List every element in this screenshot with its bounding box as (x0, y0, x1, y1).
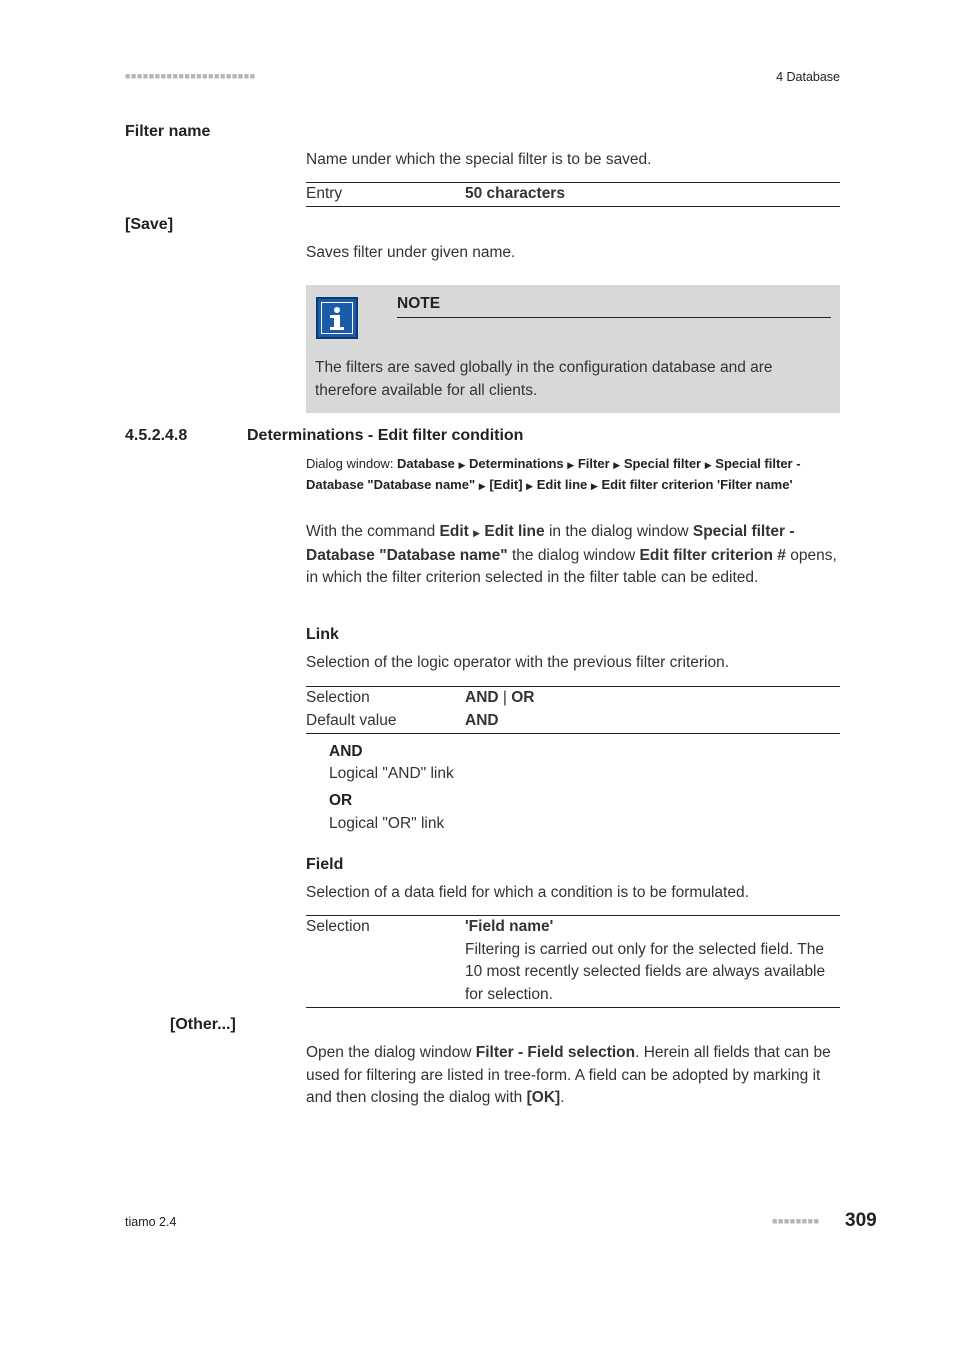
page-number: 309 (845, 1210, 877, 1231)
path-arrow-icon: ▶ (613, 460, 621, 470)
save-heading: [Save] (125, 216, 174, 233)
table-row (306, 687, 840, 710)
other-heading: [Other...] (170, 1016, 236, 1033)
link-description: Selection of the logic operator with the previous filter criterion. (306, 654, 730, 671)
entry-value: 50 characters (465, 185, 565, 202)
note-title: NOTE (397, 295, 441, 312)
path-prefix: Dialog window: (306, 456, 398, 471)
dialog-path (306, 454, 840, 496)
note-box (306, 285, 840, 413)
header-section-title: 4 Database (776, 70, 840, 84)
path-arrow-icon: ▶ (590, 481, 598, 491)
header-decoration: ■■■■■■■■■■■■■■■■■■■■■■ (125, 71, 256, 81)
path-arrow-icon: ▶ (567, 460, 575, 470)
field-heading: Field (306, 856, 344, 873)
path-arrow-icon: ▶ (526, 481, 534, 491)
selection-note: Filtering is carried out only for the selected field. The 10 most recently selected fields are always available for selection. (465, 940, 826, 1003)
filter-name-heading: Filter name (125, 123, 211, 140)
save-description: Saves filter under given name. (306, 244, 516, 261)
field-table (306, 915, 840, 1008)
option-or-name: OR (329, 792, 353, 809)
path-item: Filter (577, 456, 610, 471)
section-intro: With the command Edit ▶ Edit line in the dialog window Special filter - Database "Database name" the dialog window Edit filter criterion # opens, in which the filter criterion selected in the filter table can be edited. (306, 523, 837, 586)
filter-name-table (306, 182, 840, 207)
option-and-desc: Logical "AND" link (329, 765, 454, 782)
link-heading: Link (306, 626, 339, 643)
selection-value: AND | OR (465, 689, 535, 706)
field-description: Selection of a data field for which a condition is to be formulated. (306, 884, 749, 901)
other-description: Open the dialog window Filter - Field selection. Herein all fields that can be used for filtering are listed in tree-form. A field can be adopted by marking it and then closing the dialog with [OK]. (306, 1044, 831, 1106)
path-item: Edit filter criterion 'Filter name' (601, 477, 793, 492)
footer-decoration: ■■■■■■■■ (772, 1216, 820, 1226)
option-or-desc: Logical "OR" link (329, 815, 445, 832)
section-number: 4.5.2.4.8 (125, 427, 188, 444)
path-item: Edit line (536, 477, 588, 492)
section-title: Determinations - Edit filter condition (247, 427, 524, 444)
table-row (306, 710, 840, 733)
table-row (306, 916, 840, 1006)
selection-label: Selection (306, 689, 370, 706)
selection-label: Selection (306, 918, 370, 935)
path-item: Special filter - Database "Database name" (306, 456, 801, 492)
path-arrow-icon: ▶ (704, 460, 712, 470)
entry-label: Entry (306, 185, 343, 202)
path-item: Determinations (469, 456, 564, 471)
table-row (306, 183, 840, 206)
path-arrow-icon: ▶ (458, 460, 466, 470)
info-icon (316, 297, 358, 339)
default-label: Default value (306, 711, 397, 729)
link-table (306, 686, 840, 734)
filter-name-description: Name under which the special filter is to be saved. (306, 151, 652, 168)
option-and-name: AND (329, 743, 363, 760)
note-text: The filters are saved globally in the configuration database and are therefore available for all clients. (315, 359, 773, 399)
path-item: [Edit] (489, 477, 523, 492)
path-item: Database (397, 456, 455, 471)
note-divider (397, 317, 831, 318)
footer-product: tiamo 2.4 (125, 1215, 177, 1229)
default-value: AND (465, 711, 499, 729)
path-arrow-icon: ▶ (478, 481, 486, 491)
path-arrow-icon: ▶ (473, 528, 481, 538)
selection-value: 'Field name' Filtering is carried out only for the selected field. The 10 most recently selected fields are always available for selection. (465, 918, 826, 1003)
path-item: Special filter (623, 456, 702, 471)
